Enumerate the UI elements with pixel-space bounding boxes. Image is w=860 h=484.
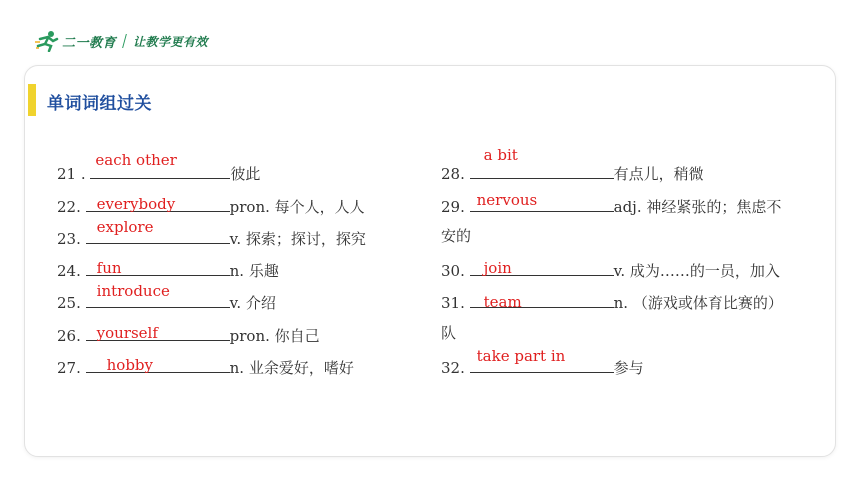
- item-meaning: 参与: [613, 359, 644, 377]
- vocab-item-29: [441, 193, 781, 217]
- vocab-item-32: [441, 347, 644, 378]
- item-number: 28.: [441, 165, 465, 183]
- item-number: 25.: [57, 294, 81, 312]
- item-number: 24.: [57, 262, 81, 280]
- answer-blank: [470, 289, 614, 311]
- item-number: 21 .: [57, 165, 86, 183]
- item-number: 32.: [441, 359, 465, 377]
- vocab-item-29-continued: 安的: [441, 227, 472, 245]
- vocab-item-27: [57, 354, 354, 378]
- runner-logo-icon: [34, 30, 60, 52]
- brand-name: 二一教育: [62, 35, 117, 51]
- answer-blank: [470, 146, 614, 179]
- section-title: 单词词组过关: [47, 94, 152, 114]
- item-meaning: 有点儿，稍微: [613, 165, 704, 183]
- item-meaning: pron. 每个人，人人: [229, 198, 365, 216]
- item-meaning: n. （游戏或体育比赛的）: [613, 294, 783, 312]
- item-meaning: v. 探索；探讨，探究: [229, 230, 366, 248]
- brand-slogan: 让教学更有效: [133, 34, 209, 49]
- answer-text: explore: [96, 218, 154, 236]
- item-number: 27.: [57, 359, 81, 377]
- answer-text: hobby: [106, 356, 154, 374]
- answer-text: each other: [95, 151, 177, 169]
- answer-text: team: [483, 293, 522, 311]
- answer-text: take part in: [476, 347, 566, 365]
- answer-text: nervous: [476, 191, 538, 209]
- answer-blank: [86, 218, 230, 244]
- answer-text: yourself: [96, 324, 158, 342]
- answer-text: a bit: [483, 146, 518, 164]
- answer-blank: [470, 347, 614, 373]
- answer-text: introduce: [96, 282, 170, 300]
- vocab-item-30: [441, 257, 780, 281]
- answer-blank: [86, 193, 230, 212]
- vocab-item-22: [57, 193, 365, 217]
- answer-blank: [86, 257, 230, 276]
- item-meaning: 彼此: [230, 165, 261, 183]
- brand-logo: [34, 30, 208, 52]
- answer-blank: [86, 354, 230, 373]
- item-meaning: n. 业余爱好，嗜好: [229, 359, 354, 377]
- answer-blank: [86, 282, 230, 308]
- answer-blank: [90, 151, 230, 179]
- item-number: 26.: [57, 327, 81, 345]
- item-meaning: v. 成为……的一员，加入: [613, 262, 780, 280]
- item-meaning: adj. 神经紧张的；焦虑不: [613, 198, 782, 216]
- item-number: 22.: [57, 198, 81, 216]
- vocab-item-31: [441, 289, 783, 313]
- answer-text: join: [483, 259, 512, 277]
- answer-text: everybody: [96, 195, 176, 213]
- item-number: 29.: [441, 198, 465, 216]
- item-meaning: pron. 你自己: [229, 327, 320, 345]
- item-number: 30.: [441, 262, 465, 280]
- item-meaning: n. 乐趣: [229, 262, 279, 280]
- vocab-item-26: [57, 322, 320, 346]
- vocab-item-21: [57, 151, 261, 184]
- vocab-item-24: [57, 257, 279, 281]
- vocab-item-28: [441, 146, 704, 184]
- answer-blank: [470, 193, 614, 212]
- vocab-item-23: [57, 218, 366, 249]
- answer-blank: [86, 322, 230, 341]
- vocab-item-31-continued: 队: [441, 324, 457, 342]
- answer-blank: [470, 257, 614, 276]
- item-number: 23.: [57, 230, 81, 248]
- vocab-item-25: [57, 282, 276, 313]
- brand-separator: [122, 34, 127, 48]
- item-meaning: v. 介绍: [229, 294, 276, 312]
- title-accent-bar: [28, 84, 36, 116]
- answer-text: fun: [96, 259, 122, 277]
- item-number: 31.: [441, 294, 465, 312]
